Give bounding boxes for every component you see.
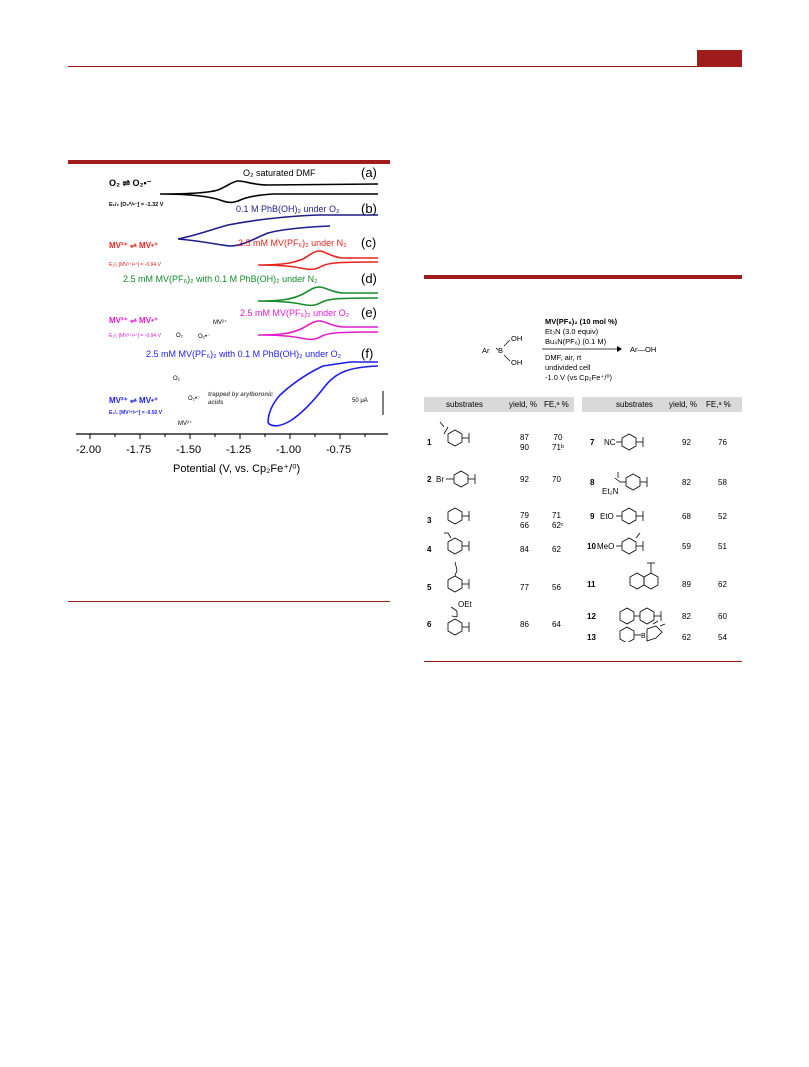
- x-tick-label: -1.00: [276, 444, 302, 456]
- entry-number: 12: [587, 612, 596, 621]
- header-fe-left: FE,ᵃ %: [544, 400, 569, 409]
- yield-cell: 86: [520, 620, 529, 629]
- scheme-o2-e-right: O₂•⁻: [198, 334, 211, 340]
- reactant-oh-bottom: OH: [511, 358, 523, 367]
- reactant-oh-top: OH: [511, 334, 523, 343]
- entry-number: 8: [590, 478, 595, 487]
- cyclic-voltammogram-figure: [68, 163, 390, 493]
- header-substrates-right: substrates: [616, 400, 653, 409]
- scheme-mv-c: MV²⁺ ⇌ MV•⁺: [109, 241, 159, 250]
- scale-bar-label: 50 μA: [352, 398, 368, 404]
- scheme-f-mv2: MV²⁺: [178, 421, 193, 427]
- trace-label-a: O₂ saturated DMF: [243, 168, 316, 178]
- x-tick-label: -1.50: [176, 444, 202, 456]
- yield-cell: 68: [682, 512, 691, 521]
- product-label: Ar—OH: [630, 345, 657, 354]
- trace-label-b: 0.1 M PhB(OH)₂ under O₂: [236, 204, 340, 214]
- reaction-arrow: [542, 346, 622, 352]
- trace-letter-c: (c): [361, 235, 377, 250]
- header-tab: [697, 50, 742, 66]
- trace-letter-a: (a): [361, 165, 377, 180]
- trace-label-f: 2.5 mM MV(PF₆)₂ with 0.1 M PhB(OH)₂ under O₂: [146, 349, 342, 359]
- trace-letter-b: (b): [361, 201, 377, 216]
- entry-number: 6: [427, 620, 432, 629]
- yield-cell: 92: [520, 475, 529, 484]
- condition-solvent: DMF, air, rt: [545, 353, 582, 362]
- table-top-rule: [424, 275, 742, 279]
- fe-cell: 58: [718, 478, 727, 487]
- trapped-note: trapped by arylboronic acids: [208, 392, 274, 406]
- fe-cell: 62: [718, 580, 727, 589]
- header-yield-right: yield, %: [669, 400, 698, 409]
- scheme-mv-e: MV²⁺ ⇌ MV•⁺: [109, 316, 159, 325]
- entry-number: 5: [427, 583, 432, 592]
- catalyst-label: MV(PF₆)₂ (10 mol %): [545, 317, 618, 326]
- yield-cell: 87 90: [520, 433, 529, 452]
- trace-d: [258, 287, 378, 305]
- entry-number: 1: [427, 438, 432, 447]
- header-fe-right: FE,ᵃ %: [706, 400, 731, 409]
- substituent-label: OEt: [458, 600, 472, 609]
- substituent-label: EtO: [600, 512, 614, 521]
- yield-cell: 82: [682, 612, 691, 621]
- condition-cell: undivided cell: [545, 363, 591, 372]
- scheme-o2: O₂ ⇌ O₂•⁻: [109, 178, 152, 188]
- fe-cell: 76: [718, 438, 727, 447]
- condition-electrolyte: Bu₄N(PF₆) (0.1 M): [545, 337, 607, 346]
- x-axis-ticks: [90, 434, 365, 439]
- substituent-label: MeO: [597, 542, 615, 551]
- condition-base: Et₃N (3.0 equiv): [545, 327, 599, 336]
- entry-number: 3: [427, 516, 432, 525]
- trace-label-e: 2.5 mM MV(PF₆)₂ under O₂: [240, 308, 350, 318]
- trace-letter-e: (e): [361, 305, 377, 320]
- trace-letter-f: (f): [361, 346, 374, 361]
- entry-number: 4: [427, 545, 432, 554]
- yield-cell: 62: [682, 633, 691, 642]
- scheme-mv-c-potential: E₁/₂ [MV²⁺/•⁺] = -0.94 V: [109, 262, 161, 268]
- fe-cell: 71 62ᶜ: [552, 511, 564, 530]
- fe-cell: 56: [552, 583, 561, 592]
- entry-number: 11: [587, 580, 596, 589]
- header-rule: [68, 66, 742, 67]
- fe-cell: 70: [552, 475, 561, 484]
- x-tick-label: -0.75: [326, 444, 352, 456]
- scheme-f-o2: O₂: [173, 376, 180, 382]
- condition-potential: -1.0 V (vs Cp₂Fe⁺/⁰): [545, 373, 612, 382]
- substituent-label: Et₂N: [602, 487, 619, 496]
- yield-cell: 59: [682, 542, 691, 551]
- fe-cell: 64: [552, 620, 561, 629]
- x-tick-label: -1.75: [126, 444, 152, 456]
- scheme-o2-potential: E₁/₂ [O₂⁰/•⁻] = -1.32 V: [109, 202, 164, 208]
- trace-label-d: 2.5 mM MV(PF₆)₂ with 0.1 M PhB(OH)₂ under N₂: [123, 274, 318, 284]
- yield-cell: 92: [682, 438, 691, 447]
- entry-number: 10: [587, 542, 596, 551]
- fe-cell: 70 71ᵇ: [552, 433, 564, 452]
- entry-number: 13: [587, 633, 596, 642]
- scheme-mv-f-potential: E₁/₂ [MV²⁺/•⁺] = -0.92 V: [109, 410, 163, 416]
- yield-cell: 89: [682, 580, 691, 589]
- fe-cell: 51: [718, 542, 727, 551]
- trace-letter-d: (d): [361, 271, 377, 286]
- x-tick-label: -2.00: [76, 444, 102, 456]
- yield-cell: 79 66: [520, 511, 529, 530]
- table-bottom-rule: [424, 661, 742, 662]
- substituent-label: NC: [604, 438, 616, 447]
- entry-number: 2: [427, 475, 432, 484]
- scheme-mv-e-potential: E₁/₂ [MV²⁺/•⁺] = -0.94 V: [109, 333, 161, 339]
- header-substrates-left: substrates: [446, 400, 483, 409]
- fe-cell: 60: [718, 612, 727, 621]
- x-tick-label: -1.25: [226, 444, 252, 456]
- header-yield-left: yield, %: [509, 400, 538, 409]
- fe-cell: 54: [718, 633, 727, 642]
- scheme-mv2-e: MV²⁺: [213, 320, 228, 326]
- scheme-f-o2rad: O₂•⁻: [188, 396, 201, 402]
- yield-cell: 84: [520, 545, 529, 554]
- figure-bottom-rule: [68, 601, 390, 602]
- fe-cell: 62: [552, 545, 561, 554]
- reactant-ar: Ar: [482, 346, 490, 355]
- entry-number: 9: [590, 512, 595, 521]
- substituent-label: Br: [436, 475, 444, 484]
- trace-f: [268, 362, 378, 426]
- svg-text:B: B: [498, 346, 504, 355]
- boron-center: [495, 338, 515, 364]
- fe-cell: 52: [718, 512, 727, 521]
- trace-label-c: 2.5 mM MV(PF₆)₂ under N₂: [238, 238, 347, 248]
- trace-e: [258, 321, 378, 339]
- trace-a: [160, 181, 378, 202]
- scheme-mv-f: MV²⁺ ⇌ MV•⁺: [109, 396, 159, 405]
- scheme-o2-e-left: O₂: [176, 333, 183, 339]
- entry-number: 7: [590, 438, 595, 447]
- svg-text:B: B: [641, 633, 646, 640]
- trace-c: [258, 251, 378, 269]
- yield-cell: 77: [520, 583, 529, 592]
- yield-cell: 82: [682, 478, 691, 487]
- x-axis-label: Potential (V, vs. Cp₂Fe⁺/⁰): [173, 463, 301, 475]
